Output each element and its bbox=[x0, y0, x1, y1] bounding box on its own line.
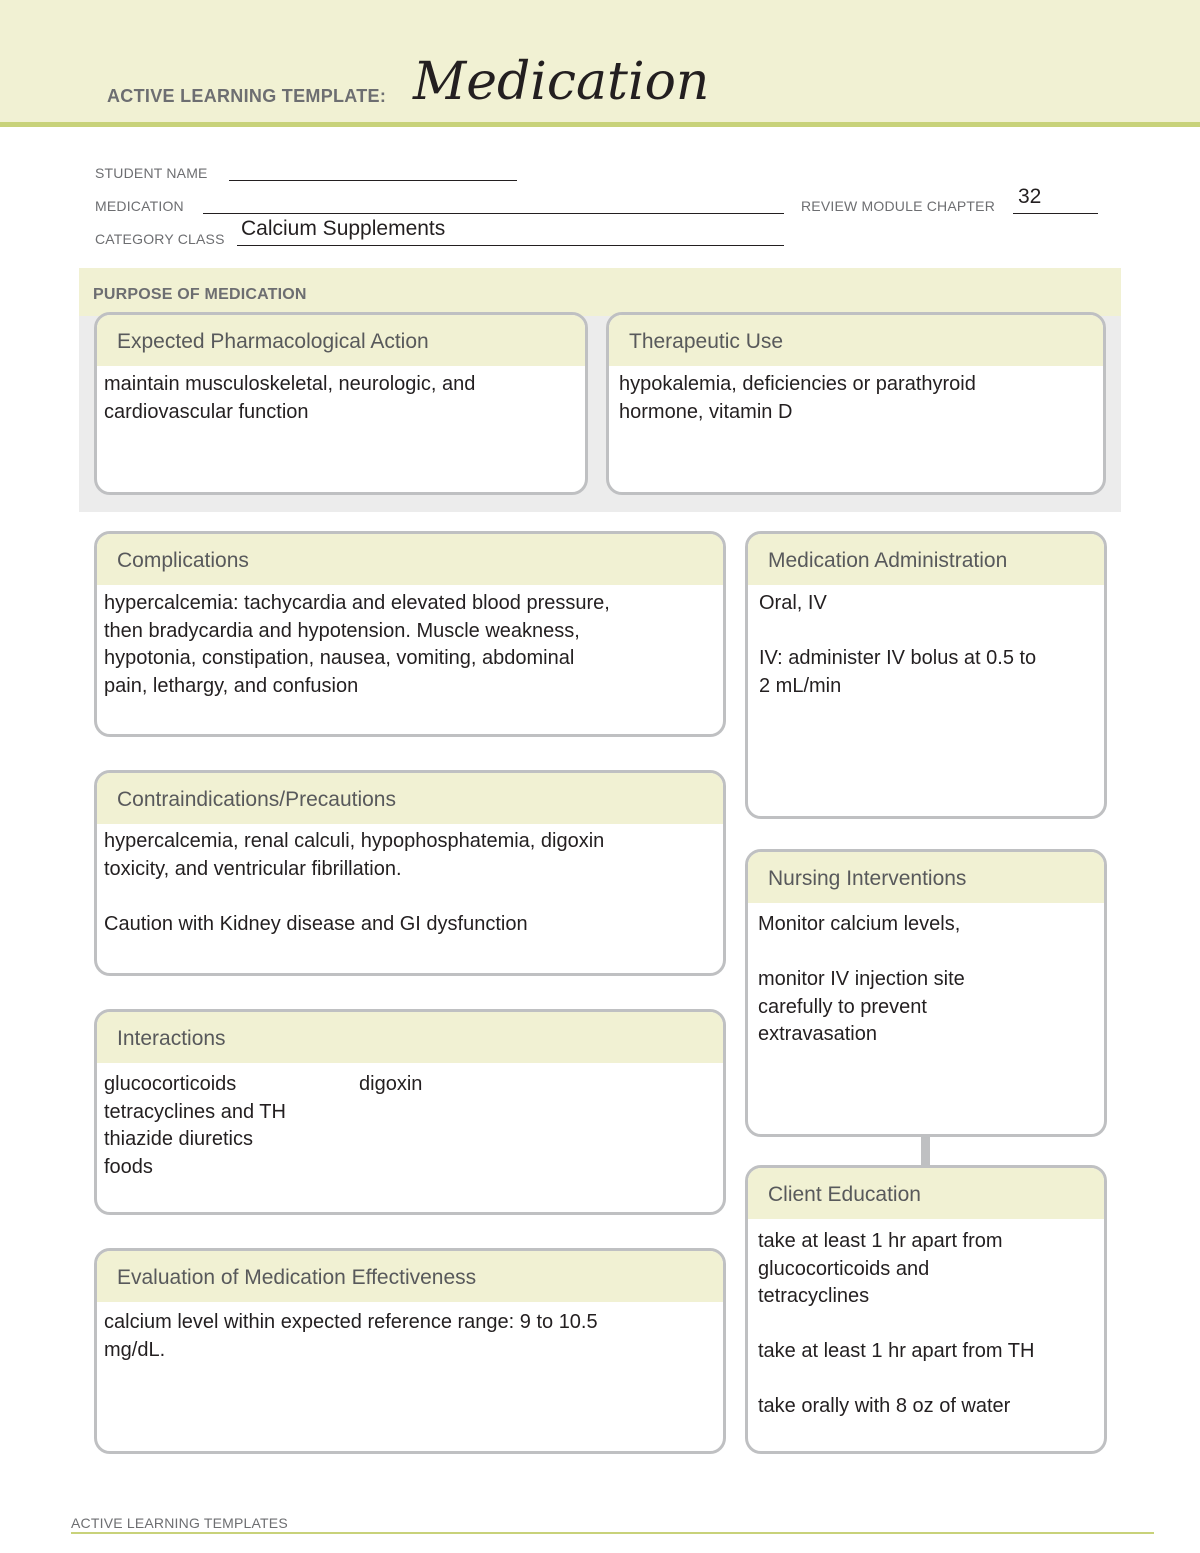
administration-heading: Medication Administration bbox=[748, 534, 1104, 585]
nursing-line: carefully to prevent bbox=[758, 995, 927, 1018]
complications-line: pain, lethargy, and confusion bbox=[104, 674, 359, 697]
administration-route: Oral, IV bbox=[759, 592, 827, 614]
contraindications-body bbox=[97, 824, 723, 938]
interactions-heading: Interactions bbox=[97, 1012, 723, 1063]
client-education-body bbox=[748, 1219, 1104, 1421]
expected-action-body bbox=[97, 366, 585, 426]
nursing-interventions-card bbox=[745, 849, 1107, 1137]
complications-body bbox=[97, 585, 723, 700]
contraindications-heading: Contraindications/Precautions bbox=[97, 773, 723, 824]
header-rule bbox=[0, 122, 1200, 127]
administration-line: 2 mL/min bbox=[759, 674, 842, 697]
contraindications-line: hypercalcemia, renal calculi, hypophosphatemia, digoxin bbox=[104, 830, 605, 852]
evaluation-line: mg/dL. bbox=[104, 1338, 166, 1361]
review-module-field[interactable] bbox=[1013, 213, 1098, 214]
interaction-item: thiazide diuretics bbox=[104, 1128, 253, 1150]
complications-line: hypercalcemia: tachycardia and elevated blood pressure, bbox=[104, 592, 610, 614]
administration-body bbox=[748, 585, 1104, 700]
education-line: tetracyclines bbox=[758, 1285, 870, 1307]
education-line: take at least 1 hr apart from bbox=[758, 1230, 1003, 1252]
medication-label: MEDICATION bbox=[95, 198, 184, 214]
nursing-line: monitor IV injection site bbox=[758, 968, 965, 990]
complications-heading: Complications bbox=[97, 534, 723, 585]
client-education-heading: Client Education bbox=[748, 1168, 1104, 1219]
nursing-line: extravasation bbox=[758, 1023, 877, 1045]
footer-text: ACTIVE LEARNING TEMPLATES bbox=[71, 1515, 288, 1531]
expected-action-line: maintain musculoskeletal, neurologic, and bbox=[104, 373, 476, 395]
therapeutic-use-body bbox=[609, 366, 1103, 426]
page-title: Medication bbox=[413, 52, 710, 112]
category-class-label: CATEGORY CLASS bbox=[95, 231, 225, 247]
nursing-interventions-heading: Nursing Interventions bbox=[748, 852, 1104, 903]
medication-field[interactable] bbox=[203, 213, 784, 214]
purpose-header bbox=[79, 268, 1121, 316]
client-education-card bbox=[745, 1165, 1107, 1454]
template-label: ACTIVE LEARNING TEMPLATE: bbox=[107, 86, 387, 106]
review-module-label: REVIEW MODULE CHAPTER bbox=[801, 198, 995, 214]
expected-action-card bbox=[94, 312, 588, 495]
education-line: take orally with 8 oz of water bbox=[758, 1395, 1011, 1417]
therapeutic-use-line: hypokalemia, deficiencies or parathyroid bbox=[619, 373, 976, 395]
evaluation-body bbox=[97, 1302, 723, 1364]
expected-action-line: cardiovascular function bbox=[104, 400, 309, 423]
footer-rule bbox=[71, 1532, 1154, 1534]
spacer bbox=[104, 883, 715, 911]
category-class-field[interactable] bbox=[237, 245, 784, 246]
interactions-card bbox=[94, 1009, 726, 1215]
interaction-item: foods bbox=[104, 1155, 153, 1178]
review-module-value: 32 bbox=[1018, 185, 1042, 208]
therapeutic-use-heading: Therapeutic Use bbox=[609, 315, 1103, 366]
purpose-title: PURPOSE OF MEDICATION bbox=[93, 286, 307, 303]
contraindications-card bbox=[94, 770, 726, 976]
expected-action-heading: Expected Pharmacological Action bbox=[97, 315, 585, 366]
administration-card bbox=[745, 531, 1107, 819]
interactions-column-2 bbox=[359, 1071, 422, 1099]
interaction-item: digoxin bbox=[359, 1073, 423, 1095]
interaction-item: glucocorticoids bbox=[104, 1073, 237, 1095]
administration-line: IV: administer IV bolus at 0.5 to bbox=[759, 647, 1037, 669]
complications-line: then bradycardia and hypotension. Muscle weakness, bbox=[104, 619, 580, 642]
student-name-field[interactable] bbox=[229, 180, 517, 181]
spacer bbox=[758, 939, 1096, 967]
evaluation-line: calcium level within expected reference range: 9 to 10.5 bbox=[104, 1311, 598, 1333]
evaluation-card bbox=[94, 1248, 726, 1454]
therapeutic-use-card bbox=[606, 312, 1106, 495]
contraindications-caution: Caution with Kidney disease and GI dysfunction bbox=[104, 912, 528, 935]
interactions-body bbox=[97, 1063, 723, 1181]
nursing-interventions-body bbox=[748, 903, 1104, 1049]
contraindications-line: toxicity, and ventricular fibrillation. bbox=[104, 857, 402, 880]
complications-line: hypotonia, constipation, nausea, vomiting, abdominal bbox=[104, 647, 575, 669]
spacer bbox=[758, 1311, 1096, 1339]
education-line: take at least 1 hr apart from TH bbox=[758, 1340, 1035, 1362]
education-line: glucocorticoids and bbox=[758, 1257, 930, 1280]
complications-card bbox=[94, 531, 726, 737]
spacer bbox=[759, 618, 1096, 646]
interaction-item: tetracyclines and TH bbox=[104, 1100, 286, 1123]
evaluation-heading: Evaluation of Medication Effectiveness bbox=[97, 1251, 723, 1302]
category-class-value: Calcium Supplements bbox=[241, 217, 446, 240]
nursing-line: Monitor calcium levels, bbox=[758, 913, 961, 935]
spacer bbox=[758, 1366, 1096, 1394]
therapeutic-use-line: hormone, vitamin D bbox=[619, 400, 793, 423]
student-name-label: STUDENT NAME bbox=[95, 165, 208, 181]
connector bbox=[921, 1136, 930, 1166]
